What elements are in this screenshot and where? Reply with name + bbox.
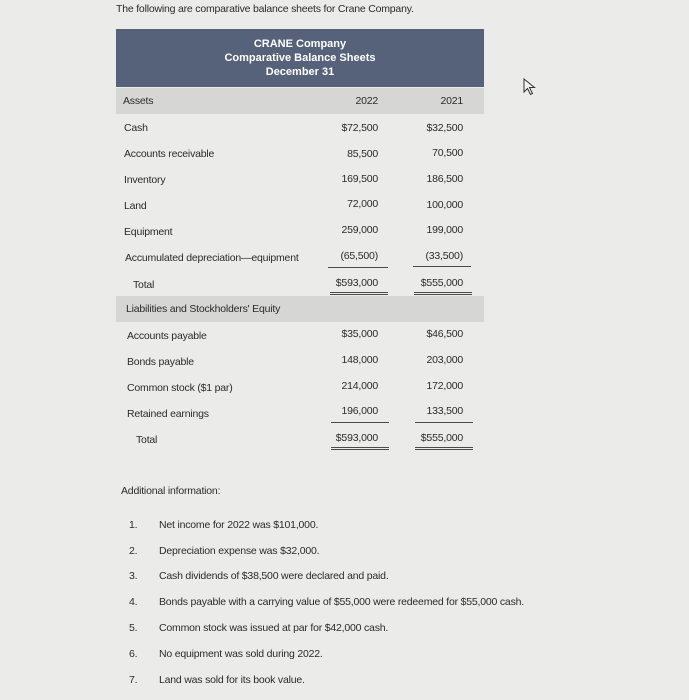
row-label: Bonds payable <box>127 356 194 368</box>
item-number: 7. <box>129 674 138 686</box>
item-number: 2. <box>129 545 138 557</box>
value-2022: 85,500 <box>347 148 378 160</box>
row-label: Common stock ($1 par) <box>127 382 233 394</box>
subtotal-rule-2021 <box>415 422 473 423</box>
row-label: Accounts receivable <box>124 148 215 160</box>
item-text: Common stock was issued at par for $42,000 cash. <box>159 622 389 634</box>
total-rule-2021-second <box>414 294 472 295</box>
item-text: Net income for 2022 was $101,000. <box>159 519 319 531</box>
total-rule-2021 <box>415 447 473 448</box>
intro-text: The following are comparative balance sheets for Crane Company. <box>116 3 414 15</box>
item-text: No equipment was sold during 2022. <box>159 648 323 660</box>
additional-info-heading: Additional information: <box>121 485 221 497</box>
row-label: Accumulated depreciation—equipment <box>125 252 299 264</box>
statement-date: December 31 <box>265 66 335 78</box>
subtotal-rule-2021 <box>413 266 471 267</box>
row-label: Equipment <box>124 226 173 238</box>
item-text: Cash dividends of $38,500 were declared and paid. <box>159 570 389 582</box>
total-rule-2022-second <box>331 449 389 450</box>
subtotal-rule-2022 <box>328 267 388 268</box>
row-label: Retained earnings <box>127 408 209 420</box>
value-2021: $46,500 <box>426 328 463 340</box>
company-name: CRANE Company <box>253 38 347 50</box>
total-rule-2022-second <box>330 294 388 295</box>
mouse-pointer-icon <box>522 78 538 96</box>
total-2021: $555,000 <box>420 432 463 444</box>
total-2022: $593,000 <box>335 432 378 444</box>
value-2022: 196,000 <box>341 405 378 417</box>
value-2021: $32,500 <box>426 122 463 134</box>
assets-heading: Assets <box>123 95 154 107</box>
value-2021: 186,500 <box>426 173 463 185</box>
value-2022: $35,000 <box>341 328 378 340</box>
value-2022: 72,000 <box>347 198 378 210</box>
subtotal-rule-2022 <box>331 422 389 423</box>
row-label: Total <box>133 279 155 291</box>
total-2021: $555,000 <box>420 277 463 289</box>
value-2021: 203,000 <box>426 354 463 366</box>
row-label: Inventory <box>124 174 166 186</box>
value-2022: 259,000 <box>341 224 378 236</box>
column-header-2022: 2022 <box>355 95 378 107</box>
liabilities-heading: Liabilities and Stockholders' Equity <box>126 303 281 315</box>
item-number: 1. <box>129 519 138 531</box>
column-header-2021: 2021 <box>440 95 463 107</box>
item-number: 5. <box>129 622 138 634</box>
item-number: 4. <box>129 596 138 608</box>
item-text: Land was sold for its book value. <box>159 674 305 686</box>
total-rule-2022 <box>330 292 388 293</box>
row-label: Total <box>136 434 158 446</box>
total-rule-2021-second <box>415 449 473 450</box>
value-2021: (33,500) <box>425 250 463 262</box>
item-text: Bonds payable with a carrying value of $55,000 were redeemed for $55,000 cash. <box>159 596 524 608</box>
item-number: 6. <box>129 648 138 660</box>
value-2021: 70,500 <box>432 147 463 159</box>
statement-title: Comparative Balance Sheets <box>224 52 376 64</box>
value-2022: $72,500 <box>341 122 378 134</box>
row-label: Accounts payable <box>127 330 207 342</box>
value-2021: 133,500 <box>426 405 463 417</box>
value-2022: 169,500 <box>341 173 378 185</box>
row-label: Cash <box>124 122 148 134</box>
value-2022: 148,000 <box>341 354 378 366</box>
total-2022: $593,000 <box>335 277 378 289</box>
value-2021: 100,000 <box>426 199 463 211</box>
row-label: Land <box>124 200 147 212</box>
value-2022: (65,500) <box>340 250 378 262</box>
total-rule-2022 <box>331 447 389 448</box>
statement-header <box>116 29 484 87</box>
item-number: 3. <box>129 570 138 582</box>
item-text: Depreciation expense was $32,000. <box>159 545 320 557</box>
total-rule-2021 <box>414 292 472 293</box>
value-2022: 214,000 <box>341 380 378 392</box>
value-2021: 172,000 <box>426 380 463 392</box>
value-2021: 199,000 <box>426 224 463 236</box>
